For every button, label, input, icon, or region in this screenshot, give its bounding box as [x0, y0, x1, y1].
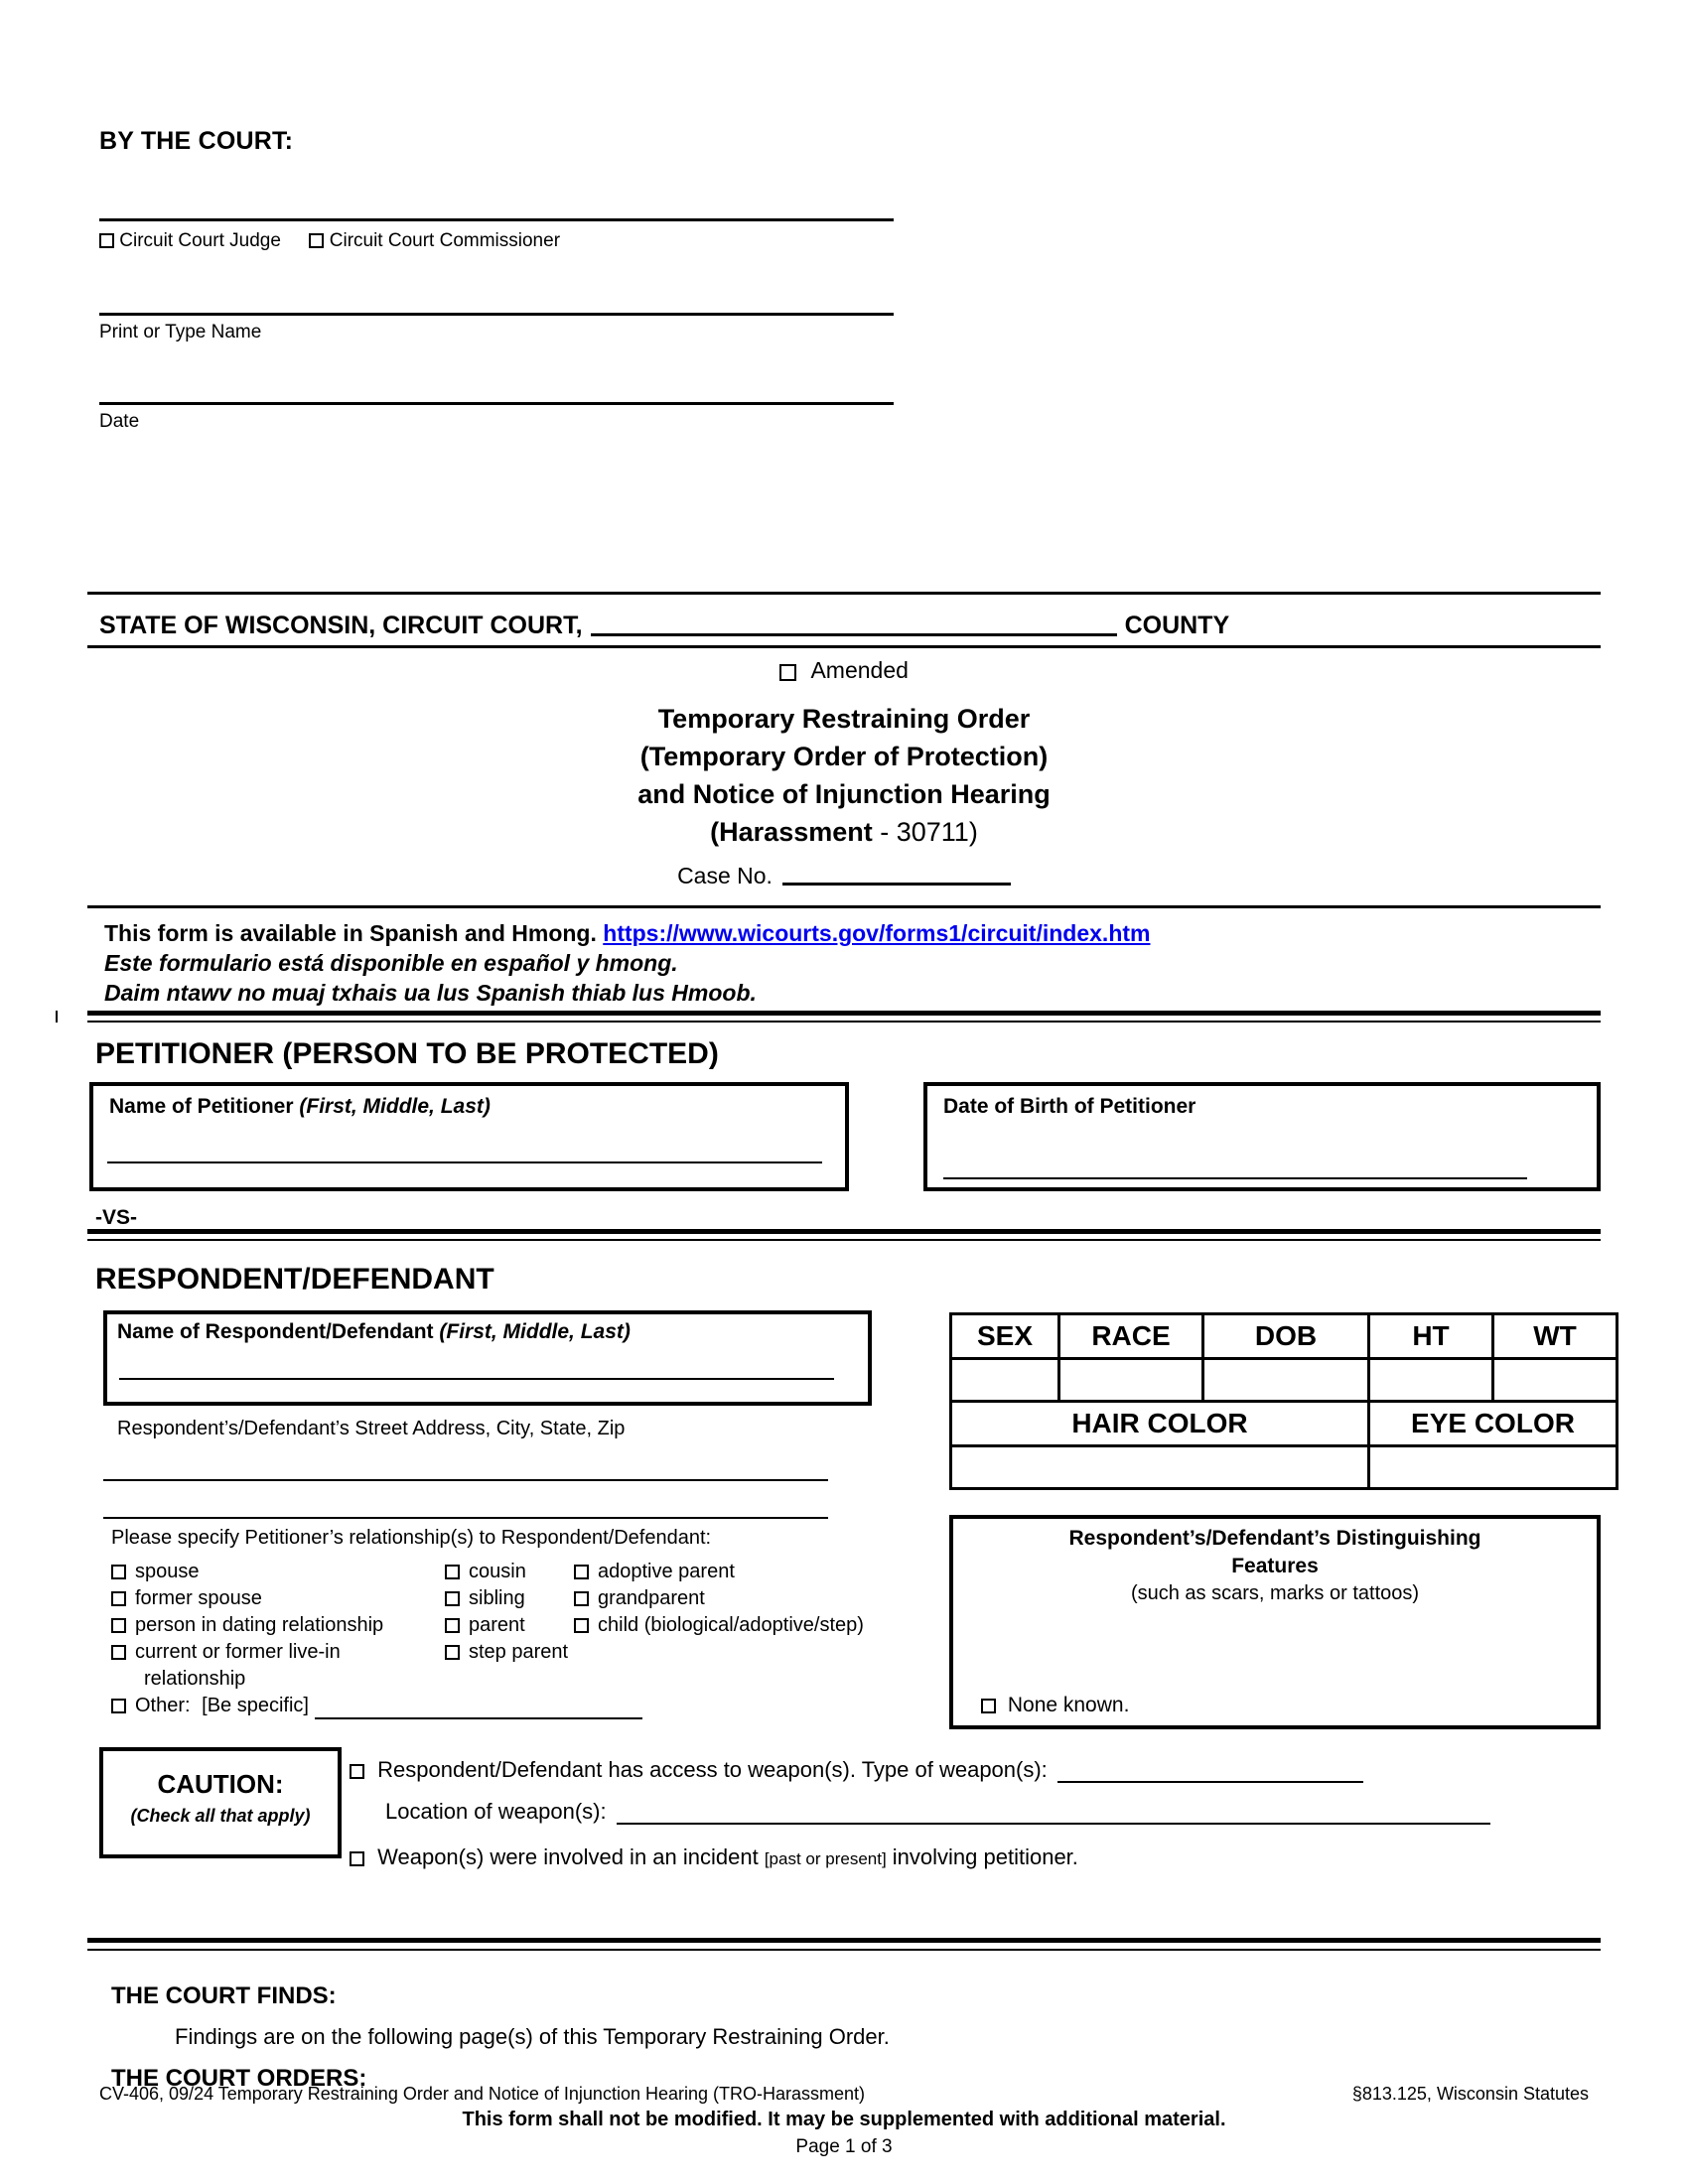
- relationship-column-2: [445, 1559, 568, 1666]
- distinguishing-features-subtitle: (such as scars, marks or tattoos): [1130, 1582, 1420, 1604]
- respondent-address-label: Respondent’s/Defendant’s Street Address, City, State, Zip: [117, 1418, 626, 1439]
- demographics-value-ht[interactable]: [1369, 1359, 1493, 1402]
- relationship-former-spouse-label: former spouse: [135, 1587, 262, 1609]
- weapons-incident-label-a: Weapon(s) were involved in an incident: [377, 1844, 765, 1869]
- weapons-access-checkbox[interactable]: [350, 1764, 364, 1779]
- wicourts-forms-link[interactable]: https://www.wicourts.gov/forms1/circuit/index.htm: [603, 920, 1151, 946]
- weapons-incident-qualifier: [past or present]: [764, 1849, 887, 1868]
- versus-label: -VS-: [95, 1206, 137, 1229]
- form-title-line-4-rest: - 30711): [872, 817, 978, 847]
- court-orders-heading: THE COURT ORDERS:: [111, 2065, 367, 2092]
- signature-line: [99, 218, 894, 221]
- date-line[interactable]: [99, 402, 894, 405]
- language-notice-spanish: Este formulario está disponible en español y hmong.: [104, 950, 678, 976]
- petitioner-name-label-text: Name of Petitioner: [109, 1095, 294, 1118]
- weapons-incident-checkbox[interactable]: [350, 1851, 364, 1866]
- language-notice-english: This form is available in Spanish and Hmong.: [104, 920, 597, 946]
- distinguishing-features-title-line-2: Features: [1231, 1555, 1319, 1577]
- form-title-line-4: [0, 813, 1688, 851]
- language-notice-hmong: Daim ntawv no muaj txhais ua lus Spanish thiab lus Hmoob.: [104, 980, 757, 1006]
- relationship-option-cousin[interactable]: [445, 1559, 568, 1585]
- relationship-live-in-label: current or former live-in: [135, 1641, 341, 1663]
- amended-checkbox[interactable]: [779, 664, 796, 681]
- circuit-court-judge-checkbox[interactable]: [99, 233, 114, 248]
- relationship-option-grandparent[interactable]: [574, 1585, 864, 1612]
- circuit-court-commissioner-label: Circuit Court Commissioner: [329, 230, 561, 251]
- distinguishing-features-title: [953, 1519, 1597, 1606]
- demographics-header-hair-color: HAIR COLOR: [951, 1402, 1369, 1446]
- respondent-name-input-line[interactable]: [119, 1378, 834, 1380]
- language-notice-line-1: [104, 918, 1150, 948]
- amended-label: Amended: [810, 657, 909, 683]
- date-label: Date: [99, 411, 140, 432]
- divider-above-court-finds-2: [87, 1949, 1601, 1951]
- relationship-dating-checkbox[interactable]: [111, 1618, 126, 1633]
- relationship-option-step-parent[interactable]: [445, 1639, 568, 1666]
- demographics-header-dob: DOB: [1203, 1314, 1369, 1359]
- stray-mark: [56, 1011, 58, 1023]
- case-number-row: [0, 860, 1688, 889]
- relationship-grandparent-label: grandparent: [598, 1587, 705, 1609]
- relationship-dating-label: person in dating relationship: [135, 1614, 384, 1636]
- relationship-option-adoptive-parent[interactable]: [574, 1559, 864, 1585]
- relationship-other-checkbox[interactable]: [111, 1699, 126, 1713]
- caution-weapons-location-row[interactable]: [385, 1799, 1490, 1825]
- relationship-step-parent-checkbox[interactable]: [445, 1645, 460, 1660]
- relationship-other-blank[interactable]: [315, 1697, 642, 1719]
- weapons-location-label: Location of weapon(s):: [385, 1799, 607, 1824]
- relationship-live-in-checkbox[interactable]: [111, 1645, 126, 1660]
- relationship-other-hint: [Be specific]: [202, 1695, 309, 1716]
- petitioner-section-heading: PETITIONER (PERSON TO BE PROTECTED): [95, 1037, 719, 1070]
- divider-above-petitioner-2: [87, 1021, 1601, 1023]
- hair-eye-value-row: [951, 1446, 1618, 1489]
- demographics-header-race: RACE: [1059, 1314, 1203, 1359]
- case-number-label: Case No.: [677, 863, 773, 888]
- hair-eye-header-row: [951, 1402, 1618, 1446]
- court-finds-body: Findings are on the following page(s) of this Temporary Restraining Order.: [175, 2024, 890, 2049]
- petitioner-dob-label: Date of Birth of Petitioner: [943, 1095, 1196, 1118]
- relationship-adoptive-parent-checkbox[interactable]: [574, 1565, 589, 1579]
- by-the-court-heading: BY THE COURT:: [99, 127, 294, 155]
- demographics-header-wt: WT: [1493, 1314, 1618, 1359]
- relationship-parent-label: parent: [469, 1614, 525, 1636]
- respondent-address-line-2[interactable]: [103, 1517, 828, 1519]
- relationship-option-parent[interactable]: [445, 1612, 568, 1639]
- none-known-checkbox[interactable]: [981, 1699, 996, 1713]
- demographics-header-row: [951, 1314, 1618, 1359]
- relationship-former-spouse-checkbox[interactable]: [111, 1591, 126, 1606]
- weapons-incident-label-b: involving petitioner.: [886, 1844, 1078, 1869]
- relationship-adoptive-parent-label: adoptive parent: [598, 1561, 735, 1582]
- relationship-column-3: [574, 1559, 864, 1639]
- footer-statute: §813.125, Wisconsin Statutes: [1351, 2084, 1589, 2104]
- respondent-name-label: [117, 1320, 631, 1344]
- form-title-line-2: (Temporary Order of Protection): [639, 742, 1049, 771]
- form-title: [0, 700, 1688, 851]
- divider-above-respondent: [87, 1229, 1601, 1234]
- weapons-access-label: Respondent/Defendant has access to weapon(s). Type of weapon(s):: [377, 1757, 1048, 1782]
- petitioner-name-hint: (First, Middle, Last): [299, 1095, 491, 1118]
- circuit-court-commissioner-checkbox[interactable]: [309, 233, 324, 248]
- caution-heading: CAUTION:: [157, 1769, 284, 1799]
- demographics-header-sex: SEX: [951, 1314, 1059, 1359]
- demographics-value-row: [951, 1359, 1618, 1402]
- respondent-section-heading: RESPONDENT/DEFENDANT: [95, 1263, 494, 1296]
- respondent-name-hint: (First, Middle, Last): [439, 1320, 631, 1343]
- relationship-child-checkbox[interactable]: [574, 1618, 589, 1633]
- relationship-sibling-label: sibling: [469, 1587, 525, 1609]
- respondent-demographics-table: [949, 1312, 1618, 1490]
- demographics-header-eye-color: EYE COLOR: [1369, 1402, 1618, 1446]
- footer-notice: This form shall not be modified. It may be supplemented with additional material.: [462, 2109, 1226, 2130]
- demographics-header-ht: HT: [1369, 1314, 1493, 1359]
- form-title-line-4-bold: (Harassment: [710, 817, 873, 847]
- circuit-court-judge-label: Circuit Court Judge: [119, 230, 281, 251]
- form-title-line-1: Temporary Restraining Order: [657, 704, 1031, 734]
- amended-row: [0, 657, 1688, 684]
- none-known-label: None known.: [1007, 1694, 1130, 1716]
- state-circuit-court-prefix: STATE OF WISCONSIN, CIRCUIT COURT,: [99, 612, 583, 639]
- relationship-sibling-checkbox[interactable]: [445, 1591, 460, 1606]
- relationship-cousin-label: cousin: [469, 1561, 526, 1582]
- form-title-line-3: and Notice of Injunction Hearing: [637, 779, 1051, 809]
- relationship-other-label: Other:: [135, 1695, 191, 1716]
- relationship-spouse-label: spouse: [135, 1561, 200, 1582]
- relationship-option-other[interactable]: [111, 1693, 642, 1719]
- relationship-child-label: child (biological/adoptive/step): [598, 1614, 864, 1636]
- petitioner-name-label: [109, 1095, 491, 1119]
- caution-weapons-incident-row[interactable]: [350, 1844, 1078, 1870]
- print-name-line[interactable]: [99, 313, 894, 316]
- footer-form-id: CV-406, 09/24 Temporary Restraining Order and Notice of Injunction Hearing (TRO-Harassment): [99, 2084, 866, 2104]
- relationship-option-child[interactable]: [574, 1612, 864, 1639]
- relationship-grandparent-checkbox[interactable]: [574, 1591, 589, 1606]
- demographics-value-dob[interactable]: [1203, 1359, 1369, 1402]
- relationship-parent-checkbox[interactable]: [445, 1618, 460, 1633]
- caution-weapons-access-row[interactable]: [350, 1757, 1363, 1783]
- caution-subheading: (Check all that apply): [130, 1806, 311, 1826]
- demographics-value-wt[interactable]: [1493, 1359, 1618, 1402]
- demographics-value-race[interactable]: [1059, 1359, 1203, 1402]
- divider-above-court-line: [87, 592, 1601, 595]
- court-finds-heading: THE COURT FINDS:: [111, 1982, 337, 2009]
- county-suffix: COUNTY: [1124, 612, 1230, 639]
- respondent-address-line-1[interactable]: [103, 1479, 828, 1481]
- divider-above-petitioner: [87, 1011, 1601, 1016]
- relationship-step-parent-label: step parent: [469, 1641, 569, 1663]
- weapon-location-blank[interactable]: [617, 1800, 1490, 1825]
- judge-commissioner-row: [99, 230, 560, 252]
- county-blank[interactable]: [591, 609, 1117, 636]
- petitioner-dob-input-line[interactable]: [943, 1177, 1527, 1179]
- language-notice: [104, 918, 1150, 1008]
- demographics-value-hair-color[interactable]: [951, 1446, 1369, 1489]
- petitioner-name-input-line[interactable]: [107, 1161, 822, 1163]
- footer-page-number: Page 1 of 3: [795, 2136, 893, 2157]
- distinguishing-features-box: [949, 1515, 1601, 1729]
- weapon-type-blank[interactable]: [1057, 1758, 1363, 1783]
- caution-box: [99, 1747, 342, 1858]
- relationship-option-sibling[interactable]: [445, 1585, 568, 1612]
- relationship-prompt: Please specify Petitioner’s relationship(s) to Respondent/Defendant:: [111, 1527, 712, 1549]
- distinguishing-features-title-line-1: Respondent’s/Defendant’s Distinguishing: [1068, 1527, 1481, 1550]
- demographics-value-sex[interactable]: [951, 1359, 1059, 1402]
- divider-below-court-line: [87, 645, 1601, 648]
- state-circuit-court-line: [99, 609, 1229, 640]
- none-known-row[interactable]: [981, 1694, 1129, 1717]
- print-name-label: Print or Type Name: [99, 322, 262, 342]
- relationship-spouse-checkbox[interactable]: [111, 1565, 126, 1579]
- divider-above-court-finds: [87, 1938, 1601, 1943]
- respondent-name-label-text: Name of Respondent/Defendant: [117, 1320, 434, 1343]
- divider-above-respondent-2: [87, 1239, 1601, 1241]
- relationship-live-in-wrap: relationship: [144, 1668, 246, 1690]
- divider-above-language-notice: [87, 905, 1601, 908]
- demographics-value-eye-color[interactable]: [1369, 1446, 1618, 1489]
- case-number-blank[interactable]: [782, 860, 1011, 886]
- relationship-cousin-checkbox[interactable]: [445, 1565, 460, 1579]
